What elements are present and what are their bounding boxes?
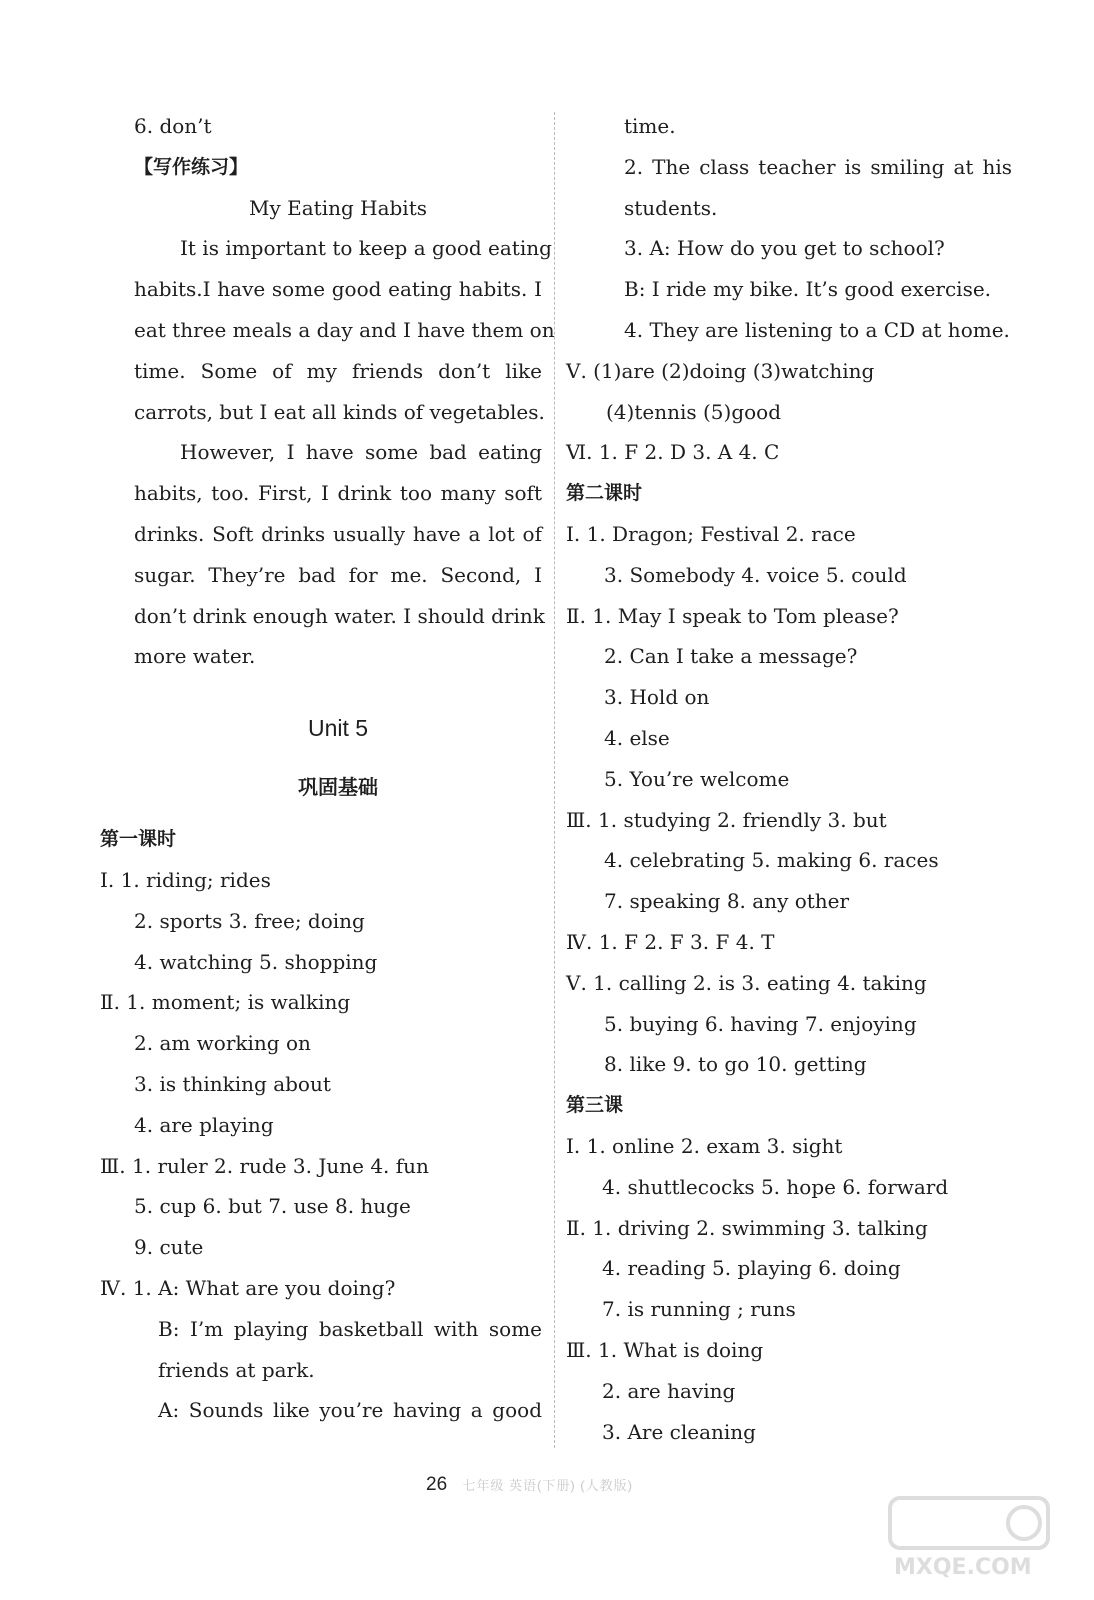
answer-line: Ⅴ. 1. calling 2. is 3. eating 4. taking xyxy=(566,970,927,995)
answer-line: 2. are having xyxy=(602,1378,736,1403)
answer-line: Ⅲ. 1. ruler 2. rude 3. June 4. fun xyxy=(100,1153,429,1178)
answer-line: Ⅱ. 1. driving 2. swimming 3. talking xyxy=(566,1215,928,1240)
answer-line: Ⅰ. 1. Dragon; Festival 2. race xyxy=(566,521,856,546)
answer-line: 6. don’t xyxy=(134,114,212,138)
answer-line: 9. cute xyxy=(134,1235,204,1260)
answer-line: Ⅰ. 1. online 2. exam 3. sight xyxy=(566,1133,843,1158)
essay-line: sugar. They’re bad for me. Second, I xyxy=(134,562,542,587)
answer-line: 3. is thinking about xyxy=(134,1071,331,1096)
lesson-heading: 第三课 xyxy=(566,1094,624,1117)
watermark-text: MXQE.COM xyxy=(894,1555,1032,1580)
answer-line: 5. You’re welcome xyxy=(604,766,790,791)
essay-title: My Eating Habits xyxy=(249,195,427,220)
answer-line: Ⅳ. 1. A: What are you doing? xyxy=(100,1275,396,1300)
answer-line: B: I’m playing basketball with some xyxy=(158,1316,542,1341)
essay-line: more water. xyxy=(134,644,256,669)
answer-line: 3. Hold on xyxy=(604,685,710,710)
answer-line: 3. A: How do you get to school? xyxy=(624,236,945,261)
answer-line: 2. sports 3. free; doing xyxy=(134,908,365,933)
answer-line: students. xyxy=(624,195,718,220)
watermark-logo-icon xyxy=(884,1492,1054,1582)
essay-line: carrots, but I eat all kinds of vegetables. xyxy=(134,399,545,424)
page-number: 26 xyxy=(426,1474,448,1495)
lesson-heading: 第二课时 xyxy=(566,482,643,505)
answer-line: 3. Are cleaning xyxy=(602,1419,756,1444)
answer-line: 5. buying 6. having 7. enjoying xyxy=(604,1011,917,1036)
answer-line: 4. They are listening to a CD at home. xyxy=(624,317,1010,342)
answer-line: (4)tennis (5)good xyxy=(606,399,781,424)
essay-line: time. Some of my friends don’t like xyxy=(134,358,542,383)
answer-line: 2. The class teacher is smiling at his xyxy=(624,154,1012,179)
answer-line: 2. am working on xyxy=(134,1031,311,1056)
answer-line: Ⅵ. 1. F 2. D 3. A 4. C xyxy=(566,440,780,465)
answer-line: Ⅲ. 1. studying 2. friendly 3. but xyxy=(566,807,887,832)
answer-line: 4. watching 5. shopping xyxy=(134,949,378,974)
essay-line: don’t drink enough water. I should drink xyxy=(134,603,545,628)
essay-line: habits.I have some good eating habits. I xyxy=(134,277,542,302)
page-footer xyxy=(426,1474,633,1496)
unit-title: Unit 5 xyxy=(307,715,369,742)
essay-line: eat three meals a day and I have them on xyxy=(134,317,555,342)
answer-line: Ⅱ. 1. May I speak to Tom please? xyxy=(566,603,899,628)
answer-line: B: I ride my bike. It’s good exercise. xyxy=(624,277,992,302)
column-divider xyxy=(554,112,555,1448)
answer-line: 4. else xyxy=(604,725,670,750)
answer-line: 5. cup 6. but 7. use 8. huge xyxy=(134,1194,411,1219)
answer-line: 7. is running ; runs xyxy=(602,1297,796,1322)
essay-line: It is important to keep a good eating xyxy=(180,236,552,261)
book-info: 七年级 英语(下册) (人教版) xyxy=(462,1478,633,1493)
answer-line: A: Sounds like you’re having a good xyxy=(158,1398,542,1423)
answer-line: Ⅴ. (1)are (2)doing (3)watching xyxy=(566,358,875,383)
answer-line: 7. speaking 8. any other xyxy=(604,889,850,914)
answer-line: Ⅳ. 1. F 2. F 3. F 4. T xyxy=(566,929,775,954)
answer-line: time. xyxy=(624,114,676,138)
answer-line: 2. Can I take a message? xyxy=(604,644,858,669)
left-column xyxy=(100,106,555,1431)
answer-line: 4. shuttlecocks 5. hope 6. forward xyxy=(602,1174,949,1199)
answer-line: friends at park. xyxy=(158,1357,315,1382)
answer-line: 4. reading 5. playing 6. doing xyxy=(602,1256,901,1281)
answer-line: Ⅱ. 1. moment; is walking xyxy=(100,990,351,1015)
answer-line: 4. are playing xyxy=(134,1112,274,1137)
answer-line: Ⅰ. 1. riding; rides xyxy=(100,867,271,892)
section-heading: 【写作练习】 xyxy=(134,155,249,178)
essay-line: drinks. Soft drinks usually have a lot of xyxy=(134,521,542,546)
essay-line: However, I have some bad eating xyxy=(180,440,542,465)
lesson-heading: 第一课时 xyxy=(100,828,177,851)
right-column xyxy=(566,106,1012,1452)
answer-line: 8. like 9. to go 10. getting xyxy=(604,1052,867,1077)
subsection-title: 巩固基础 xyxy=(298,775,378,800)
answer-line: 4. celebrating 5. making 6. races xyxy=(604,848,939,873)
answer-line: 3. Somebody 4. voice 5. could xyxy=(604,562,907,587)
answer-line: Ⅲ. 1. What is doing xyxy=(566,1337,764,1362)
essay-line: habits, too. First, I drink too many soft xyxy=(134,481,542,506)
